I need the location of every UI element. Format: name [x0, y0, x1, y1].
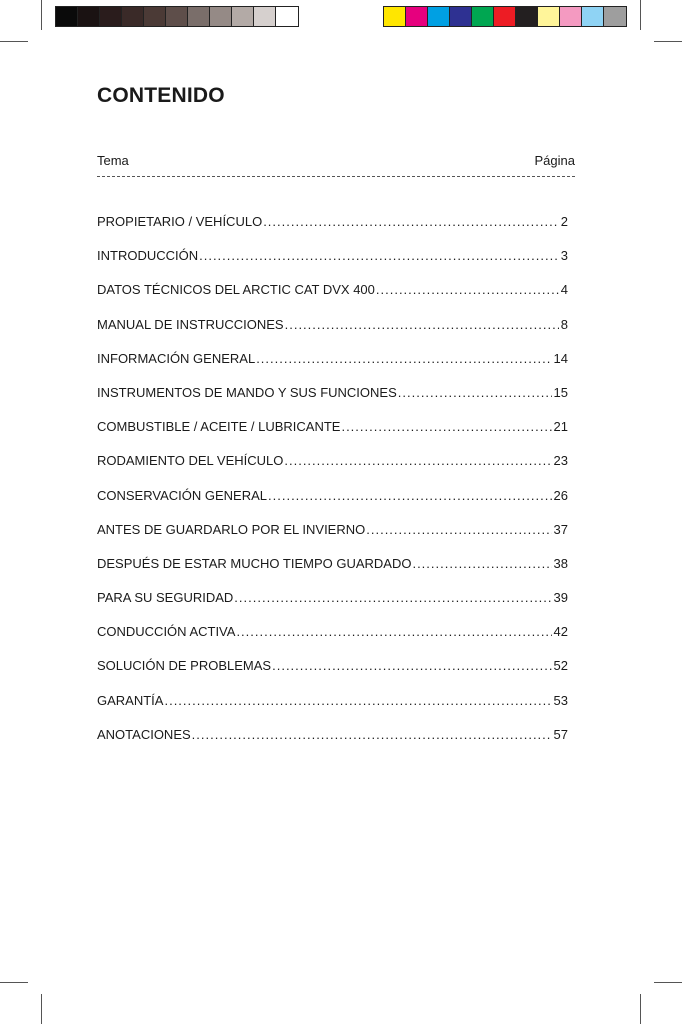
toc-entry-page: 23	[553, 453, 568, 469]
toc-leader-dots	[268, 488, 552, 503]
toc-leader-dots	[412, 556, 551, 571]
toc-leader-dots	[192, 727, 552, 742]
toc-entry-page: 39	[553, 590, 568, 606]
crop-mark-bottom-left-horizontal	[0, 982, 28, 983]
crop-mark-bottom-left-vertical	[41, 994, 42, 1024]
calibration-swatch	[210, 7, 232, 26]
toc-entry[interactable]	[97, 282, 568, 316]
toc-entry-label: CONSERVACIÓN GENERAL	[97, 487, 268, 503]
calibration-swatch	[428, 7, 450, 26]
toc-entry[interactable]	[97, 351, 568, 385]
toc-entry-page: 42	[553, 624, 568, 640]
toc-leader-dots	[234, 590, 551, 605]
toc-entry-label: SOLUCIÓN DE PROBLEMAS	[97, 658, 272, 674]
calibration-swatch	[450, 7, 472, 26]
toc-entry-label: INFORMACIÓN GENERAL	[97, 350, 256, 366]
calibration-swatch	[100, 7, 122, 26]
grayscale-calibration-bar	[55, 6, 299, 27]
toc-leader-dots	[164, 693, 551, 708]
calibration-swatch	[78, 7, 100, 26]
calibration-swatch	[232, 7, 254, 26]
toc-entry-label: GARANTÍA	[97, 692, 164, 708]
toc-entry-label: RODAMIENTO DEL VEHÍCULO	[97, 453, 284, 469]
toc-entry-label: COMBUSTIBLE / ACEITE / LUBRICANTE	[97, 419, 341, 435]
toc-entry-label: INSTRUMENTOS DE MANDO Y SUS FUNCIONES	[97, 384, 397, 400]
calibration-swatch	[254, 7, 276, 26]
toc-entry-page: 57	[553, 726, 568, 742]
toc-leader-dots	[341, 419, 551, 434]
crop-mark-top-left-horizontal	[0, 41, 28, 42]
calibration-swatch	[406, 7, 428, 26]
crop-mark-bottom-right-horizontal	[654, 982, 682, 983]
toc-entry[interactable]	[97, 522, 568, 556]
toc-leader-dots	[199, 248, 559, 263]
toc-entry-page: 8	[560, 316, 568, 332]
calibration-swatch	[166, 7, 188, 26]
toc-leader-dots	[284, 453, 551, 468]
toc-header-page: Página	[534, 153, 575, 168]
page-title: CONTENIDO	[97, 84, 225, 107]
toc-entry[interactable]	[97, 658, 568, 692]
toc-entry-page: 2	[560, 214, 568, 229]
toc-leader-dots	[376, 282, 559, 297]
table-of-contents	[97, 214, 568, 761]
toc-entry-page: 15	[553, 384, 568, 400]
toc-entry-page: 52	[553, 658, 568, 674]
calibration-swatch	[538, 7, 560, 26]
toc-entry-page: 3	[560, 248, 568, 264]
calibration-swatch	[560, 7, 582, 26]
calibration-swatch	[516, 7, 538, 26]
toc-entry[interactable]	[97, 488, 568, 522]
toc-entry[interactable]	[97, 556, 568, 590]
crop-mark-top-left-vertical	[41, 0, 42, 30]
toc-leader-dots	[398, 385, 552, 400]
toc-entry-page: 53	[553, 692, 568, 708]
crop-mark-bottom-right-vertical	[640, 994, 641, 1024]
toc-header	[97, 153, 575, 168]
toc-entry-label: ANTES DE GUARDARLO POR EL INVIERNO	[97, 521, 366, 537]
toc-leader-dots	[256, 351, 551, 366]
toc-entry[interactable]	[97, 419, 568, 453]
crop-mark-top-right-vertical	[640, 0, 641, 30]
calibration-swatch	[56, 7, 78, 26]
toc-entry-page: 37	[553, 521, 568, 537]
calibration-swatch	[188, 7, 210, 26]
toc-entry[interactable]	[97, 214, 568, 248]
toc-header-divider	[97, 176, 575, 177]
toc-entry[interactable]	[97, 693, 568, 727]
toc-leader-dots	[236, 624, 551, 639]
toc-header-topic: Tema	[97, 153, 129, 168]
toc-entry-label: INTRODUCCIÓN	[97, 248, 199, 264]
calibration-swatch	[276, 7, 298, 26]
toc-entry-page: 4	[560, 282, 568, 298]
toc-entry[interactable]	[97, 317, 568, 351]
calibration-swatch	[384, 7, 406, 26]
color-calibration-bar	[383, 6, 627, 27]
toc-entry-page: 26	[553, 487, 568, 503]
toc-entry-label: PARA SU SEGURIDAD	[97, 590, 234, 606]
toc-entry-label: CONDUCCIÓN ACTIVA	[97, 624, 236, 640]
toc-entry[interactable]	[97, 624, 568, 658]
toc-entry[interactable]	[97, 590, 568, 624]
toc-leader-dots	[263, 214, 559, 229]
toc-entry-label: MANUAL DE INSTRUCCIONES	[97, 316, 284, 332]
toc-leader-dots	[272, 658, 551, 673]
toc-entry-label: DESPUÉS DE ESTAR MUCHO TIEMPO GUARDADO	[97, 555, 412, 571]
toc-entry[interactable]	[97, 453, 568, 487]
toc-entry-page: 14	[553, 350, 568, 366]
calibration-swatch	[472, 7, 494, 26]
calibration-swatch	[582, 7, 604, 26]
calibration-swatch	[494, 7, 516, 26]
calibration-swatch	[122, 7, 144, 26]
toc-entry-label: DATOS TÉCNICOS DEL ARCTIC CAT DVX 400	[97, 282, 375, 298]
toc-entry-page: 38	[553, 555, 568, 571]
toc-entry-label: PROPIETARIO / VEHÍCULO	[97, 214, 263, 229]
toc-entry-label: ANOTACIONES	[97, 726, 191, 742]
crop-mark-top-right-horizontal	[654, 41, 682, 42]
toc-entry-page: 21	[553, 419, 568, 435]
toc-entry[interactable]	[97, 248, 568, 282]
calibration-swatch	[604, 7, 626, 26]
toc-leader-dots	[285, 317, 559, 332]
toc-entry[interactable]	[97, 727, 568, 761]
calibration-swatch	[144, 7, 166, 26]
toc-leader-dots	[366, 522, 551, 537]
toc-entry[interactable]	[97, 385, 568, 419]
